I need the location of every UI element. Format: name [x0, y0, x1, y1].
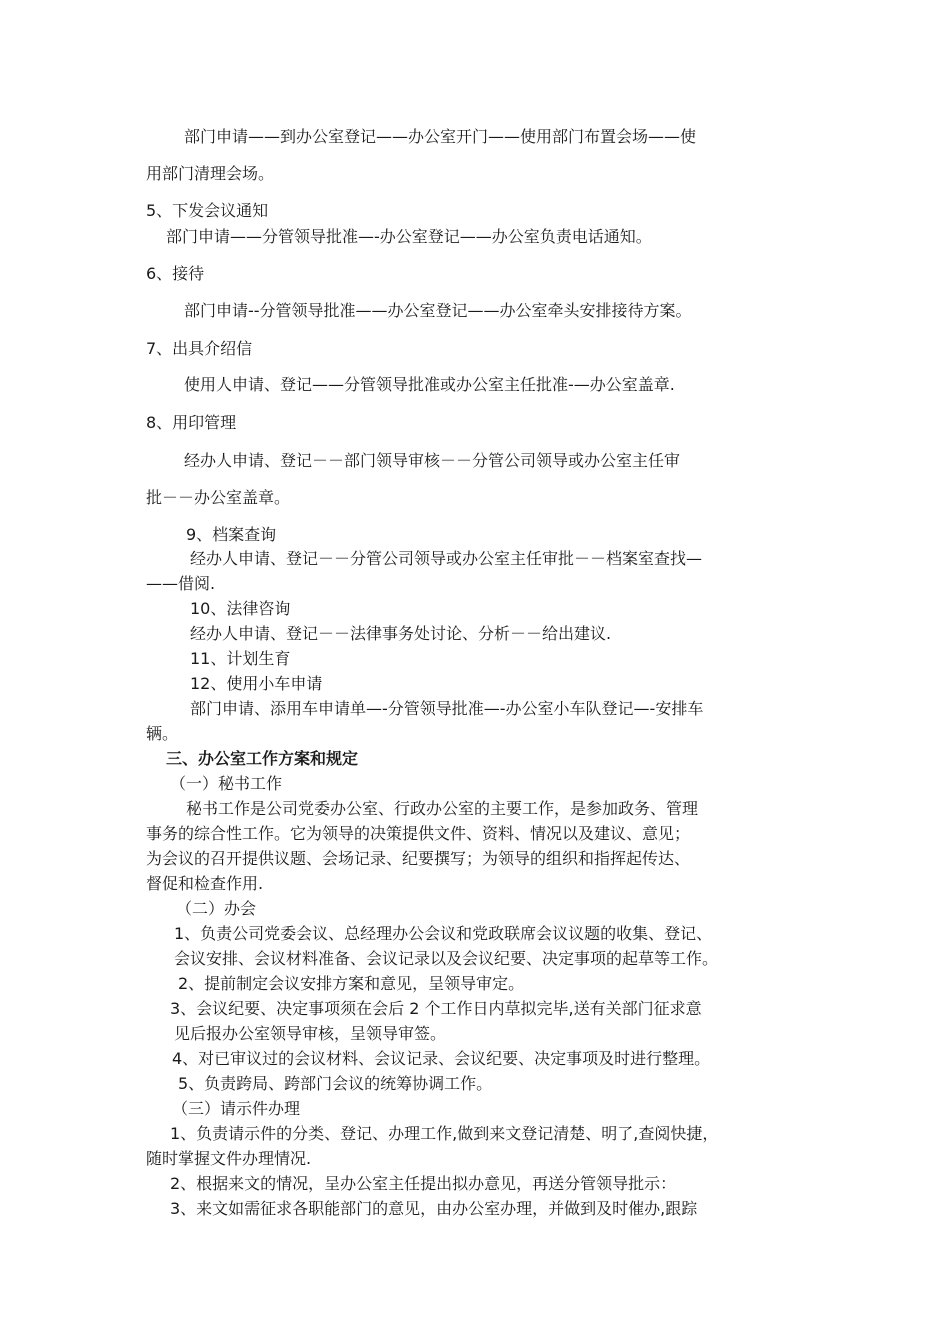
subsection-heading: （三）请示件办理 — [172, 1099, 301, 1118]
section-heading: 9、档案查询 — [186, 525, 277, 544]
text-line: 批－－办公室盖章。 — [146, 488, 291, 507]
text-line: 1、负责请示件的分类、登记、办理工作,做到来文登记清楚、明了,查阅快捷， — [170, 1124, 719, 1143]
text-line: 4、对已审议过的会议材料、会议记录、会议纪要、决定事项及时进行整理。 — [172, 1049, 711, 1068]
text-line: 经办人申请、登记－－法律事务处讨论、分析－－给出建议. — [190, 624, 612, 643]
text-line: 1、负责公司党委会议、总经理办公会议和党政联席会议议题的收集、登记、 — [174, 924, 713, 943]
chapter-heading: 三、办公室工作方案和规定 — [166, 749, 359, 768]
text-line: ——借阅. — [146, 574, 216, 593]
section-heading: 5、下发会议通知 — [146, 201, 269, 220]
text-line: 经办人申请、登记－－部门领导审核－－分管公司领导或办公室主任审 — [184, 451, 681, 470]
section-heading: 10、法律咨询 — [190, 599, 291, 618]
section-heading: 11、计划生育 — [190, 649, 291, 668]
text-line: 随时掌握文件办理情况. — [146, 1149, 312, 1168]
text-line: 3、会议纪要、决定事项须在会后 2 个工作日内草拟完毕,送有关部门征求意 — [170, 999, 702, 1018]
text-line: 用部门清理会场。 — [146, 164, 275, 183]
section-heading: 6、接待 — [146, 264, 205, 283]
text-line: 部门申请、添用车申请单—-分管领导批准—-办公室小车队登记—-安排车 — [190, 699, 704, 718]
text-line: 部门申请--分管领导批准——办公室登记——办公室牵头安排接待方案。 — [184, 301, 692, 320]
subsection-heading: （二）办会 — [176, 899, 257, 918]
text-line: 3、来文如需征求各职能部门的意见，由办公室办理，并做到及时催办,跟踪 — [170, 1199, 698, 1218]
text-line: 部门申请——分管领导批准—-办公室登记——办公室负责电话通知。 — [166, 227, 652, 246]
text-line: 部门申请——到办公室登记——办公室开门——使用部门布置会场——使 — [184, 127, 697, 146]
subsection-heading: （一）秘书工作 — [170, 774, 283, 793]
section-heading: 8、用印管理 — [146, 413, 237, 432]
text-line: 5、负责跨局、跨部门会议的统筹协调工作。 — [178, 1074, 493, 1093]
text-line: 见后报办公室领导审核，呈领导审签。 — [174, 1024, 447, 1043]
section-heading: 7、出具介绍信 — [146, 339, 253, 358]
text-line: 辆。 — [146, 724, 179, 743]
text-line: 经办人申请、登记－－分管公司领导或办公室主任审批－－档案室查找— — [190, 549, 703, 568]
text-line: 2、根据来文的情况，呈办公室主任提出拟办意见，再送分管领导批示： — [170, 1174, 677, 1193]
text-line: 会议安排、会议材料准备、会议记录以及会议纪要、决定事项的起草等工作。 — [174, 949, 719, 968]
section-heading: 12、使用小车申请 — [190, 674, 323, 693]
text-line: 秘书工作是公司党委办公室、行政办公室的主要工作，是参加政务、管理 — [186, 799, 699, 818]
text-line: 2、提前制定会议安排方案和意见，呈领导审定。 — [178, 974, 525, 993]
text-line: 为会议的召开提供议题、会场记录、纪要撰写；为领导的组织和指挥起传达、 — [146, 849, 691, 868]
text-line: 事务的综合性工作。它为领导的决策提供文件、资料、情况以及建议、意见； — [146, 824, 691, 843]
text-line: 督促和检查作用. — [146, 874, 264, 893]
text-line: 使用人申请、登记——分管领导批准或办公室主任批准-—办公室盖章. — [184, 375, 675, 394]
